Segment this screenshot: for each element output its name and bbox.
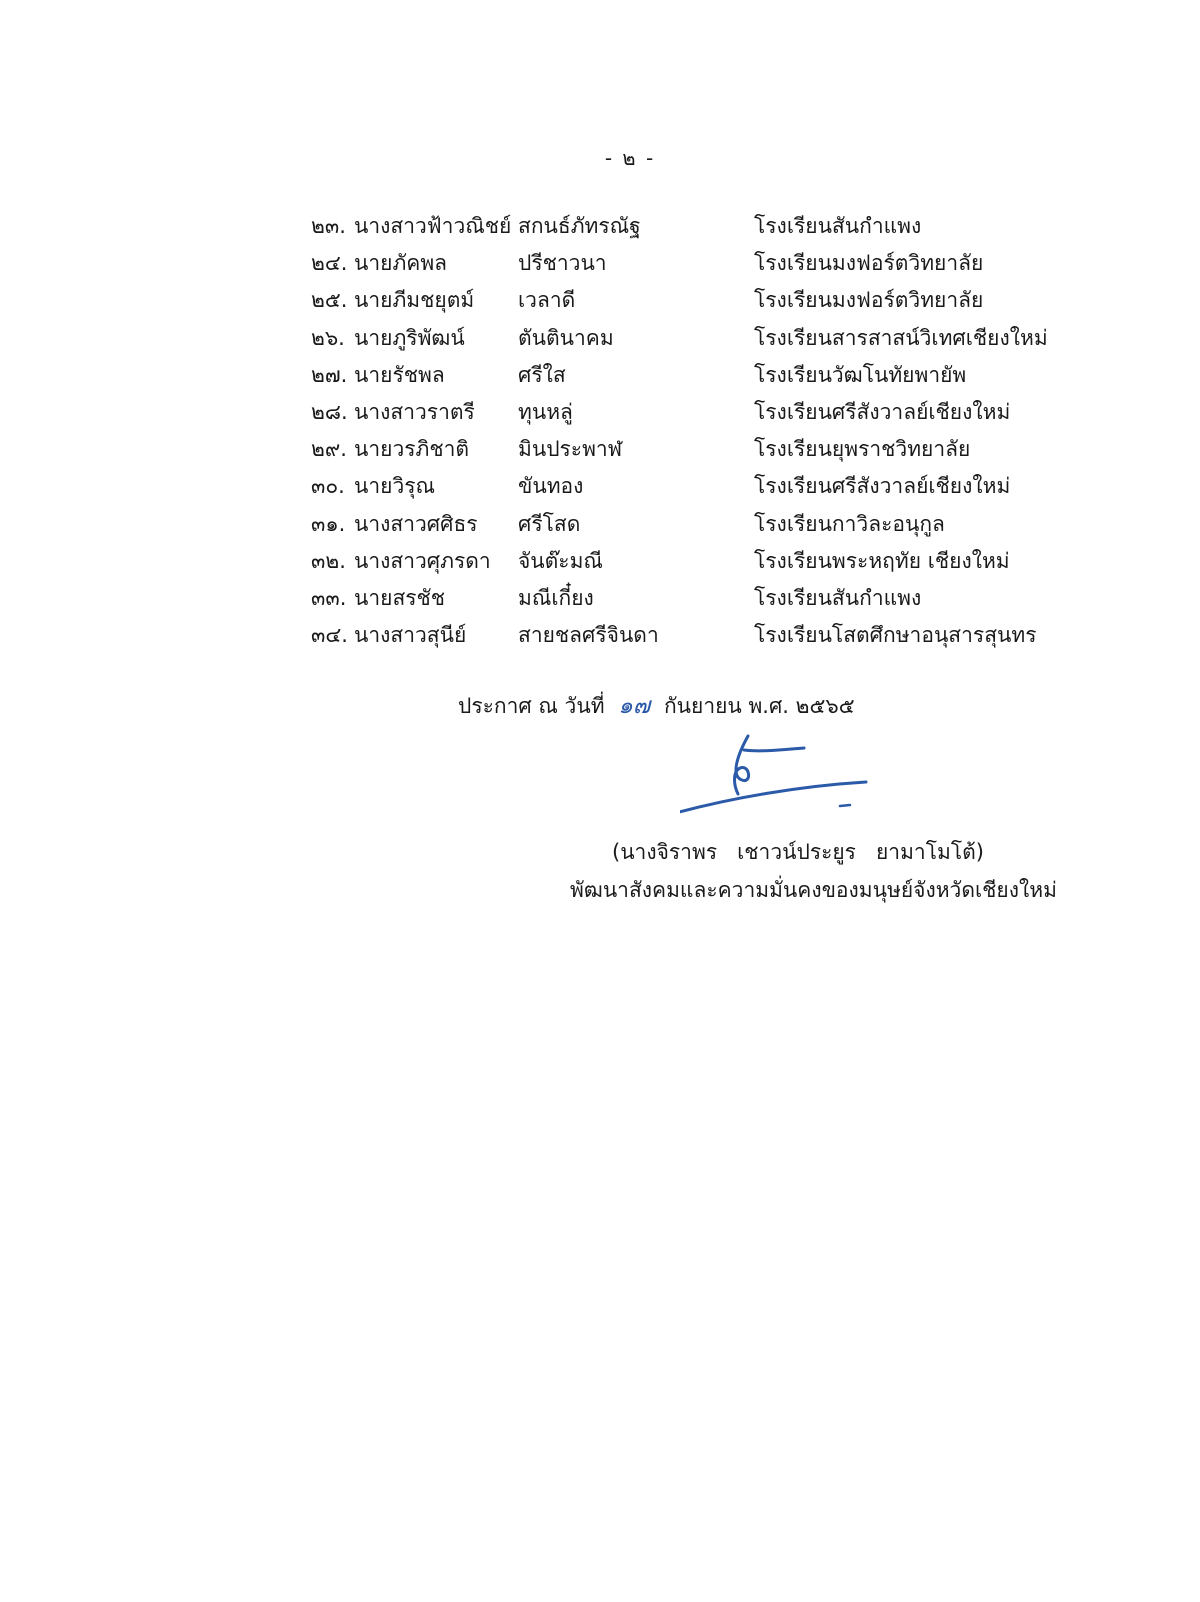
roster-school: โรงเรียนสันกำแพง <box>754 585 922 610</box>
roster-school: โรงเรียนพระหฤทัย เชียงใหม่ <box>754 548 1010 573</box>
roster-first-name: นางสาวราตรี <box>354 399 475 424</box>
roster-number: ๒๙. <box>311 437 347 462</box>
roster-number: ๒๖. <box>311 325 345 350</box>
list-item <box>311 431 1071 468</box>
roster-number: ๓๔. <box>311 623 348 648</box>
roster-last-name: สายชลศรีจินดา <box>518 623 659 648</box>
signature-mark <box>680 728 900 838</box>
signer-title: พัฒนาสังคมและความมั่นคงของมนุษย์จังหวัดเชียงใหม่ <box>570 878 1057 902</box>
roster-number: ๒๗. <box>311 362 348 387</box>
announcement-suffix: กันยายน พ.ศ. ๒๕๖๕ <box>663 694 855 718</box>
roster-list <box>311 208 1071 654</box>
roster-first-name: นางสาวศุภรดา <box>354 548 491 573</box>
roster-number: ๒๔. <box>311 251 348 276</box>
roster-last-name: จันต๊ะมณี <box>518 548 603 573</box>
roster-first-name: นางสาวศศิธร <box>354 511 478 536</box>
announcement-day-handwritten: ๑๗ <box>618 693 651 719</box>
roster-first-name: นายภีมชยุตม์ <box>354 288 475 313</box>
roster-school: โรงเรียนมงฟอร์ตวิทยาลัย <box>754 251 984 276</box>
roster-number: ๓๐. <box>311 474 345 499</box>
roster-last-name: ศรีโสด <box>518 511 581 536</box>
announcement-line <box>458 688 855 724</box>
roster-school: โรงเรียนสันกำแพง <box>754 214 922 238</box>
list-item <box>311 394 1071 431</box>
roster-last-name: ขันทอง <box>518 474 584 499</box>
roster-first-name: นายวรภิชาติ <box>354 437 470 462</box>
roster-last-name: สกนธ์ภัทรณัฐ <box>518 214 641 238</box>
list-item <box>311 617 1071 654</box>
roster-number: ๒๘. <box>311 399 348 424</box>
list-item <box>311 580 1071 617</box>
roster-first-name: นางสาวฟ้าวณิชย์ <box>354 214 512 238</box>
roster-first-name: นางสาวสุนีย์ <box>354 623 467 648</box>
roster-school: โรงเรียนกาวิละอนุกูล <box>754 511 945 536</box>
roster-number: ๓๓. <box>311 585 347 610</box>
roster-first-name: นายภัคพล <box>354 251 448 276</box>
roster-number: ๓๑. <box>311 511 346 536</box>
roster-first-name: นายรัชพล <box>354 362 445 387</box>
roster-last-name: ตันตินาคม <box>518 325 614 350</box>
roster-school: โรงเรียนสารสาสน์วิเทศเชียงใหม่ <box>754 325 1048 350</box>
list-item <box>311 245 1071 282</box>
roster-school: โรงเรียนมงฟอร์ตวิทยาลัย <box>754 288 984 313</box>
roster-school: โรงเรียนยุพราชวิทยาลัย <box>754 437 971 462</box>
roster-last-name: ศรีใส <box>518 362 566 387</box>
roster-last-name: มณีเกี๋ยง <box>518 585 594 610</box>
signer-name: (นางจิราพร เชาวน์ประยูร ยามาโมโต้) <box>612 840 984 864</box>
roster-number: ๒๓. <box>311 214 346 238</box>
list-item <box>311 468 1071 505</box>
list-item <box>311 506 1071 543</box>
list-item <box>311 357 1071 394</box>
announcement-prefix: ประกาศ ณ วันที่ <box>458 694 605 718</box>
roster-last-name: ปรีชาวนา <box>518 251 607 276</box>
roster-school: โรงเรียนศรีสังวาลย์เชียงใหม่ <box>754 474 1011 499</box>
roster-last-name: มินประพาฬ <box>518 437 623 462</box>
roster-first-name: นายภูริพัฒน์ <box>354 325 465 350</box>
list-item <box>311 282 1071 319</box>
roster-first-name: นายสรชัช <box>354 585 446 610</box>
roster-school: โรงเรียนวัฒโนทัยพายัพ <box>754 362 967 387</box>
roster-number: ๒๕. <box>311 288 348 313</box>
roster-last-name: ทุนหลู่ <box>518 399 573 424</box>
list-item <box>311 320 1071 357</box>
roster-last-name: เวลาดี <box>518 288 576 313</box>
list-item <box>311 543 1071 580</box>
roster-first-name: นายวิรุณ <box>354 474 436 499</box>
page-number: - ๒ - <box>604 146 656 170</box>
roster-number: ๓๒. <box>311 548 346 573</box>
list-item <box>311 208 1071 245</box>
roster-school: โรงเรียนโสตศึกษาอนุสารสุนทร <box>754 623 1037 648</box>
roster-school: โรงเรียนศรีสังวาลย์เชียงใหม่ <box>754 399 1011 424</box>
